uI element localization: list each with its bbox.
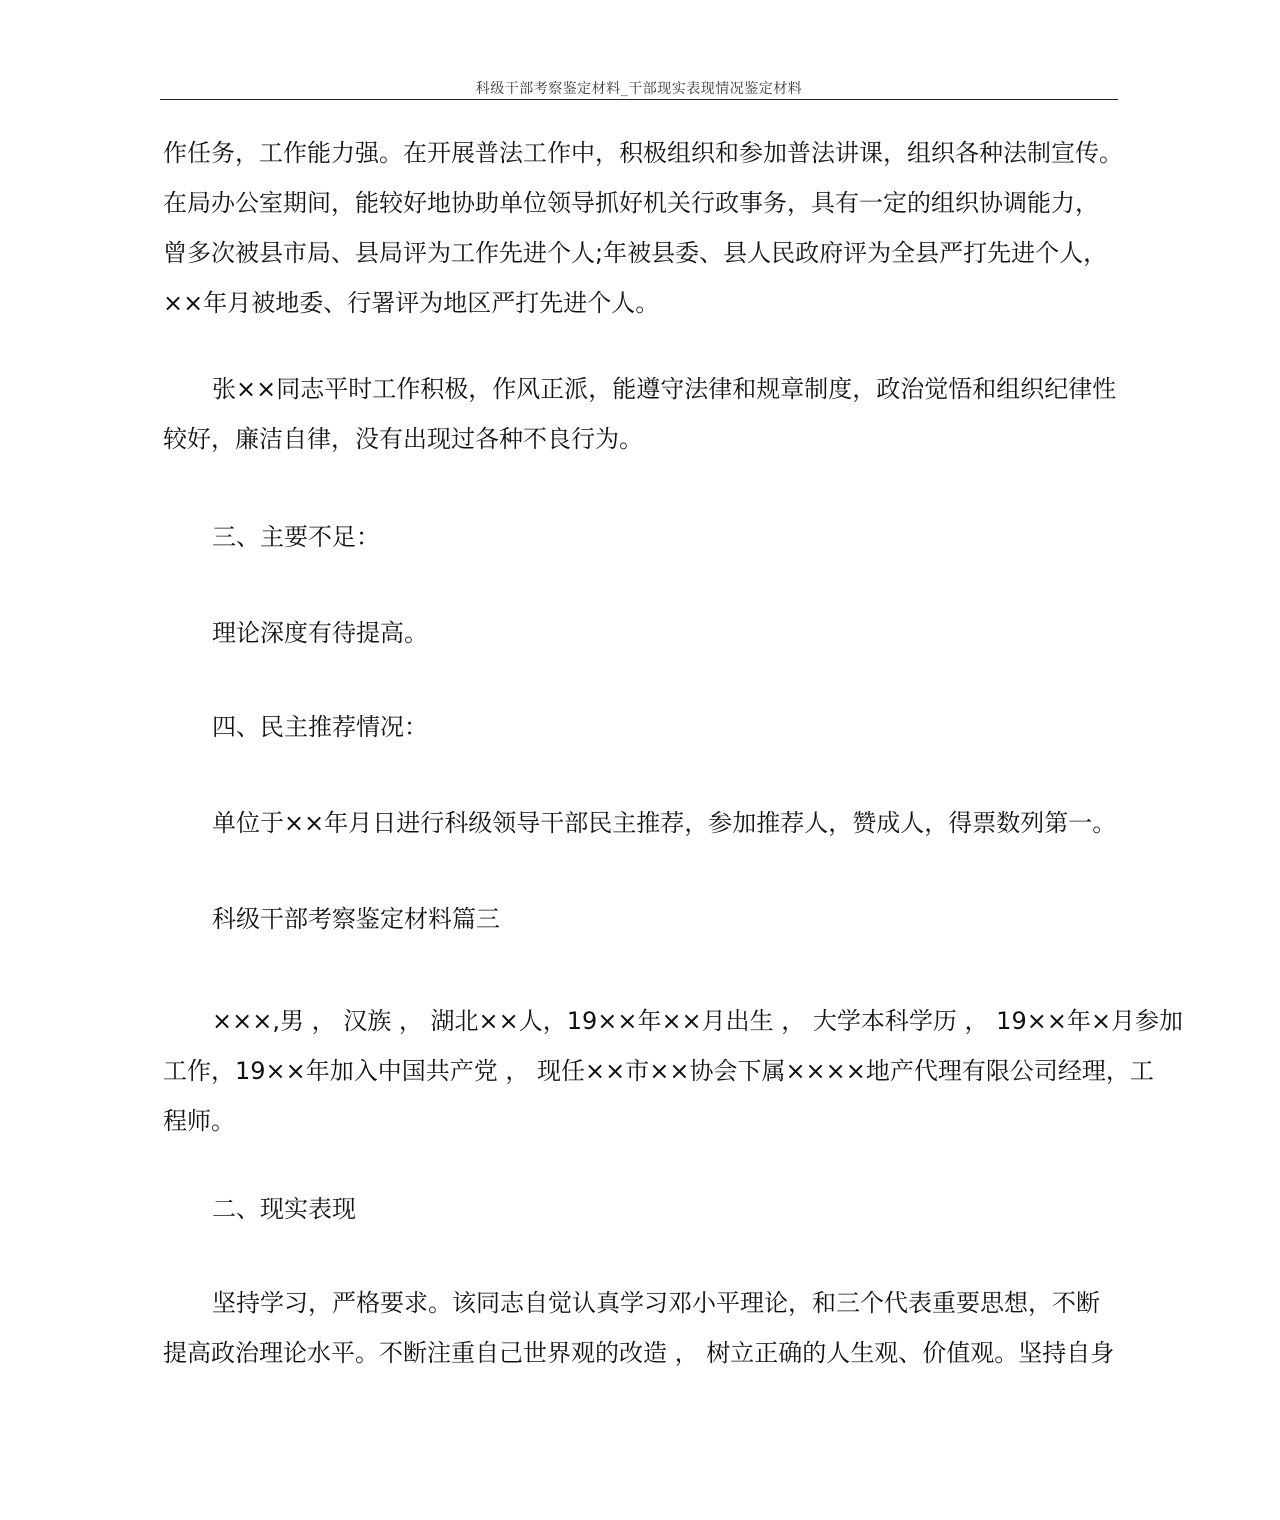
text-line: 理论深度有待提高。	[212, 619, 428, 647]
text-line: ×××,男 ， 汉族 ， 湖北××人，19××年××月出生 ， 大学本科学历 ， 19××年×月参加	[212, 1007, 1184, 1035]
text-line: 提高政治理论水平。不断注重自己世界观的改造 ， 树立正确的人生观、价值观。坚持自身	[163, 1339, 1115, 1367]
text-line: 作任务，工作能力强。在开展普法工作中，积极组织和参加普法讲课，组织各种法制宣传。	[163, 139, 1123, 167]
text-line: 工作，19××年加入中国共产党 ， 现任××市××协会下属××××地产代理有限公司经理，工	[163, 1057, 1154, 1085]
text-line: 坚持学习，严格要求。该同志自觉认真学习邓小平理论，和三个代表重要思想，不断	[212, 1289, 1100, 1317]
header-divider	[160, 99, 1118, 100]
text-line: 三、主要不足：	[212, 523, 380, 551]
section-heading-recommendation	[163, 702, 1121, 752]
paragraph-conduct	[163, 364, 1121, 464]
text-line: 在局办公室期间，能较好地协助单位领导抓好机关行政事务，具有一定的组织协调能力，	[163, 189, 1099, 217]
page-header-title: 科级干部考察鉴定材料_干部现实表现情况鉴定材料	[475, 81, 803, 97]
text-line: 程师。	[163, 1107, 235, 1135]
paragraph-recommendation	[163, 798, 1121, 848]
text-line: 张××同志平时工作积极，作风正派，能遵守法律和规章制度，政治觉悟和组织纪律性	[212, 375, 1117, 403]
section-heading-performance	[163, 1184, 1121, 1234]
paragraph-work-ability	[163, 128, 1121, 328]
section-heading-shortcomings	[163, 512, 1121, 562]
text-line: 单位于××年月日进行科级领导干部民主推荐，参加推荐人，赞成人，得票数列第一。	[212, 809, 1117, 837]
paragraph-performance	[163, 1278, 1121, 1378]
text-line: 四、民主推荐情况：	[212, 713, 428, 741]
text-line: 曾多次被县市局、县局评为工作先进个人;年被县委、县人民政府评为全县严打先进个人，	[163, 239, 1108, 267]
text-line: 科级干部考察鉴定材料篇三	[212, 905, 500, 933]
paragraph-shortcomings	[163, 608, 1121, 658]
text-line: 二、现实表现	[212, 1195, 356, 1223]
paragraph-personal-info	[163, 996, 1184, 1146]
text-line: 较好，廉洁自律，没有出现过各种不良行为。	[163, 425, 643, 453]
article-part-three-title	[163, 894, 1121, 944]
text-line: ××年月被地委、行署评为地区严打先进个人。	[163, 289, 660, 317]
